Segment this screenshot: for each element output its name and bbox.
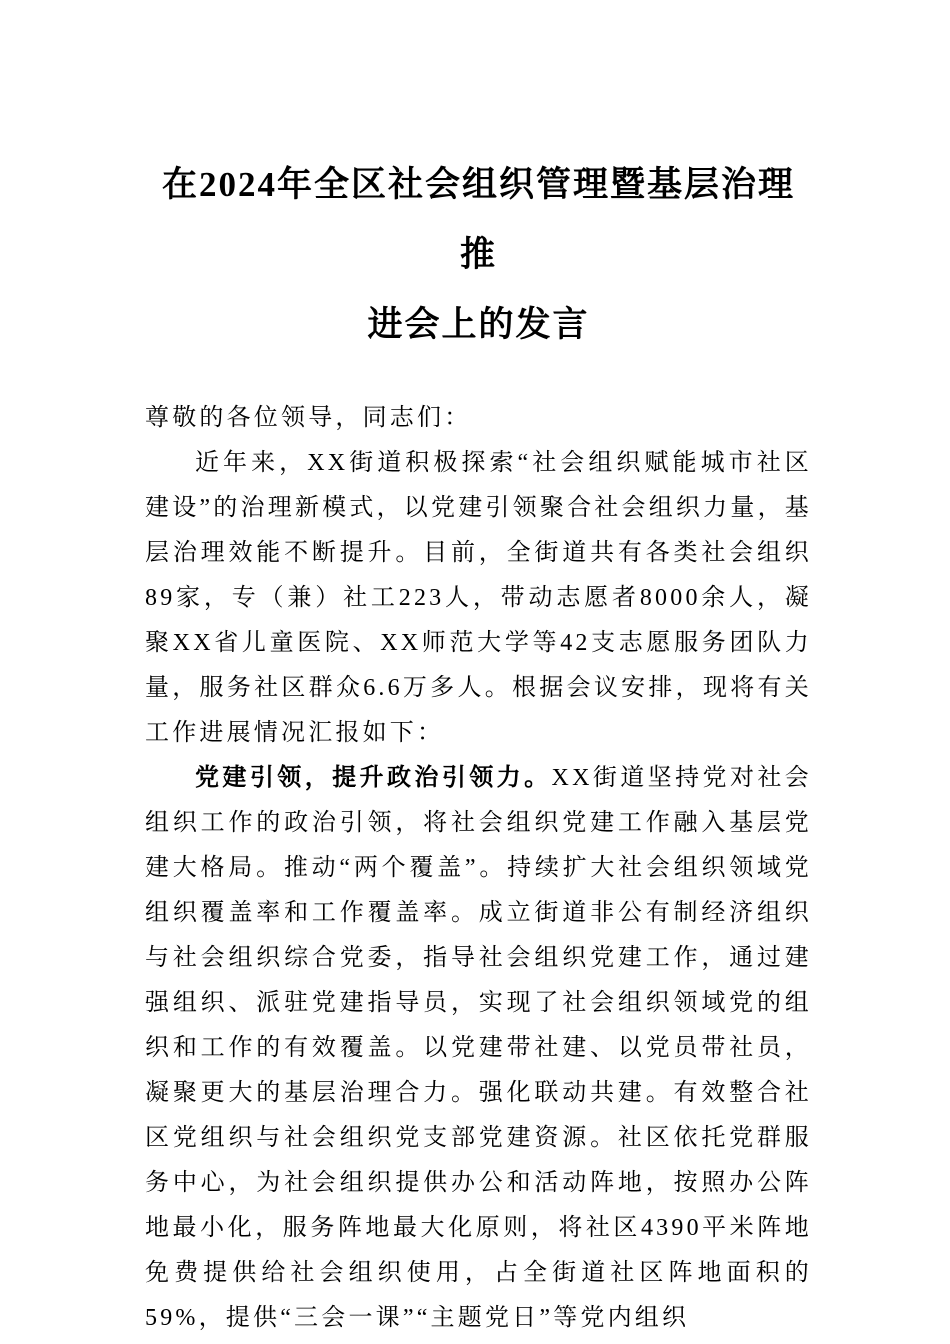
section1-paragraph bbox=[145, 756, 812, 1341]
salutation-paragraph: 尊敬的各位领导，同志们： bbox=[145, 405, 472, 431]
document-title bbox=[145, 150, 812, 360]
section1-body-text: XX街道坚持党对社会组织工作的政治引领，将社会组织党建工作融入基层党建大格局。推动“两个覆盖”。持续扩大社会组织领域党组织覆盖率和工作覆盖率。成立街道非公有制经济组织与社会组织综合党委，指导社会组织党建工作，通过建强组织、派驻党建指导员，实现了社会组织领域党的组织和工作的有效覆盖。以党建带社建、以党员带社员，凝聚更大的基层治理合力。强化联动共建。有效整合社区党组织与社会组织党支部党建资源。社区依托党群服务中心，为社会组织提供办公和活动阵地，按照办公阵地最小化，服务阵地最大化原则，将社区4390平米阵地免费提供给社会组织使用，占全街道社区阵地面积的59%，提供“三会一课”“主题党日”等党内组织 bbox=[145, 765, 812, 1331]
section1-lead-bold: 党建引领，提升政治引领力。 bbox=[195, 765, 552, 791]
intro-paragraph: 近年来，XX街道积极探索“社会组织赋能城市社区建设”的治理新模式，以党建引领聚合社会组织力量，基层治理效能不断提升。目前，全街道共有各类社会组织89家，专（兼）社工223人，带动志愿者8000余人，凝聚XX省儿童医院、XX师范大学等42支志愿服务团队力量，服务社区群众6.6万多人。根据会议安排，现将有关工作进展情况汇报如下： bbox=[145, 450, 812, 746]
title-line-1: 在2024年全区社会组织管理暨基层治理推 bbox=[161, 165, 795, 274]
title-line-2: 进会上的发言 bbox=[367, 305, 590, 344]
